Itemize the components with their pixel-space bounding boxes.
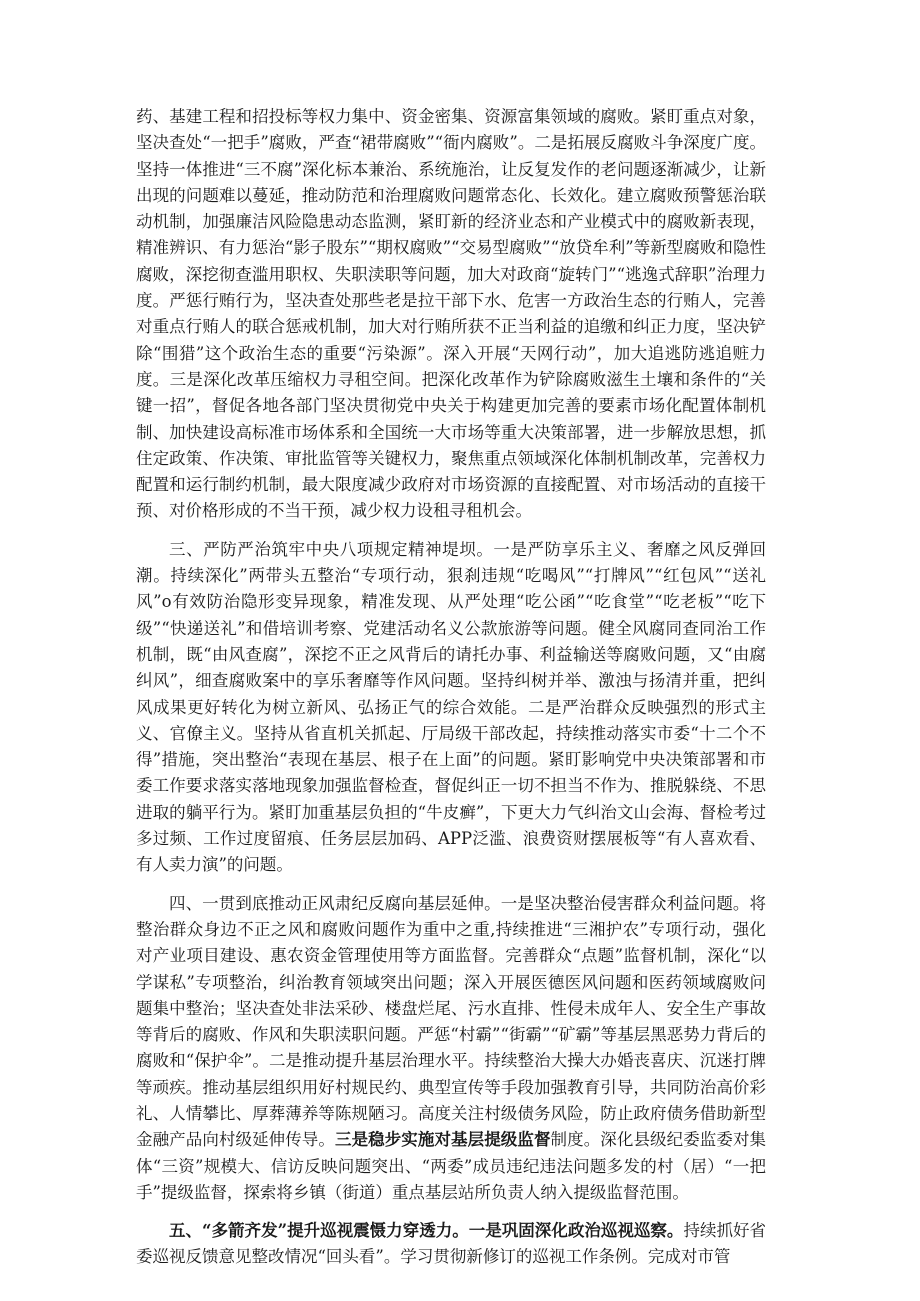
- paragraph-4-bold: 五、“多箭齐发”提升巡视震慑力穿透力。一是巩固深化政治巡视巡察。: [169, 1221, 684, 1241]
- paragraph-3-bold: 三是稳步实施对基层提级监督: [334, 1130, 551, 1150]
- paragraph-2: 三、严防严治筑牢中央八项规定精神堤坝。一是严防享乐主义、奢靡之风反弹回潮。持续深化”两带头五整治“专项行动，狠刹违规“吃喝风”“打牌风”“红包风”“送礼风”o有效防治隐形变异现象，精准发现、从严处理“吃公函”“吃食堂”“吃老板”“吃下级”“快递送礼”和借培训考察、党建活动名义公款旅游等问题。健全风腐同查同治工作机制，既“由风查腐”，深挖不正之风背后的请托办事、利益输送等腐败问题，又“由腐纠风”，细查腐败案中的享乐奢靡等作风问题。坚持纠树并举、激浊与扬清并重，把纠风成果更好转化为树立新风、弘扬正气的综合效能。二是严治群众反映强烈的形式主义、官僚主义。坚持从省直机关抓起、厅局级干部改起，持续推动落实市委“十二个不得”措施，突出整治“表现在基层、根子在上面”的问题。紧盯影响党中央决策部署和市委工作要求落实落地现象加强监督检查，督促纠正一切不担当不作为、推脱躲绕、不思进取的躺平行为。紧盯加重基层负担的“牛皮癣”，下更大力气纠治文山会海、督检考过多过频、工作过度留痕、任务层层加码、APP泛滥、浪费资财摆展板等“有人喜欢看、有人卖力演”的问题。: [136, 539, 766, 875]
- paragraph-3: [136, 891, 766, 1207]
- paragraph-4: [136, 1218, 766, 1271]
- paragraph-1: 药、基建工程和招投标等权力集中、资金密集、资源富集领域的腐败。紧盯重点对象，坚决查处“一把手”腐败，严查“裙带腐败”“衙内腐败”。二是拓展反腐败斗争深度广度。坚持一体推进“三不腐”深化标本兼治、系统施治，让反复发作的老问题逐渐减少，让新出现的问题难以蔓延，推动防范和治理腐败问题常态化、长效化。建立腐败预警惩治联动机制，加强廉洁风险隐患动态监测，紧盯新的经济业态和产业模式中的腐败新表现，精准辨识、有力惩治“影子股东”“期权腐败”“交易型腐败”“放贷牟利”等新型腐败和隐性腐败，深挖彻查滥用职权、失职渎职等问题，加大对政商“旋转门”“逃逸式辞职”治理力度。严惩行贿行为，坚决查处那些老是拉干部下水、危害一方政治生态的行贿人，完善对重点行贿人的联合惩戒机制，加大对行贿所获不正当利益的追缴和纠正力度，坚决铲除“围猎”这个政治生态的重要“污染源”。深入开展“天网行动”，加大追逃防逃追赃力度。三是深化改革压缩权力寻租空间。把深化改革作为铲除腐败滋生土壤和条件的“关键一招”，督促各地各部门坚决贯彻党中央关于构建更加完善的要素市场化配置体制机制、加快建设高标准市场体系和全国统一大市场等重大决策部署，进一步解放思想，抓住定政策、作决策、审批监管等关键权力，聚焦重点领域深化体制机制改革，完善权力配置和运行制约机制，最大限度减少政府对市场资源的直接配置、对市场活动的直接干预、对价格形成的不当干预，减少权力设租寻租机会。: [136, 107, 766, 521]
- document-page: [136, 104, 766, 1271]
- paragraph-3-text-after: 制度。深化县级纪委监委对集体“三资”规模大、信访反映问题突出、“两委”成员违纪违法问题多发的村（居）“一把手”提级监督，探索将乡镇（街道）重点基层站所负责人纳入提级监督范围。: [136, 1130, 767, 1202]
- paragraph-4-text-after: 持续抓好省委巡视反馈意见整改情况“回头看”。学习贯彻新修订的巡视工作条例。完成对市管: [136, 1221, 767, 1267]
- paragraph-3-text: 四、一贯到底推动正风肃纪反腐向基层延伸。一是坚决整治侵害群众利益问题。将整治群众身边不正之风和腐败问题作为重中之重,持续推进“三湘护农”专项行动，强化对产业项目建设、惠农资金管理使用等方面监督。完善群众“点题”监督机制，深化“以学谋私”专项整治，纠治教育领域突出问题；深入开展医德医风问题和医药领域腐败问题集中整治；坚决查处非法采砂、楼盘烂尾、污水直排、性侵未成年人、安全生产事故等背后的腐败、作风和失职渎职问题。严惩“村霸”“街霸”“矿霸”等基层黑恶势力背后的腐败和“保护伞”。二是推动提升基层治理水平。持续整治大操大办婚丧喜庆、沉迷打牌等顽疾。推动基层组织用好村规民约、典型宣传等手段加强教育引导，共同防治高价彩礼、人情攀比、厚葬薄养等陈规陋习。高度关注村级债务风险，防止政府债务借助新型金融产品向村级延伸传导。: [136, 893, 766, 1150]
